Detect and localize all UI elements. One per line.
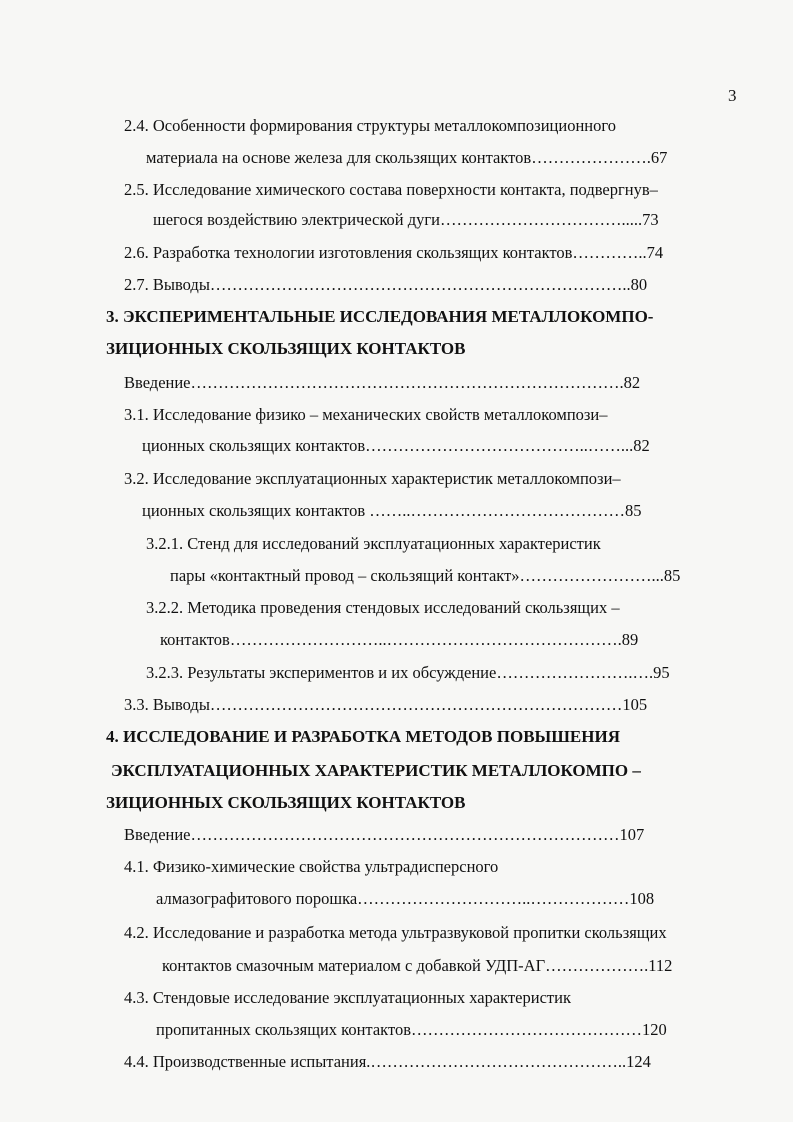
toc-line: ционных скользящих контактов…………………………………..……...82 — [142, 436, 650, 455]
toc-line: 3.1. Исследование физико – механических свойств металлокомпози– — [124, 405, 608, 424]
toc-line: 4.4. Производственные испытания.………………………………………..124 — [124, 1052, 651, 1071]
section-heading: ЭКСПЛУАТАЦИОННЫХ ХАРАКТЕРИСТИК МЕТАЛЛОКОМПО – — [111, 761, 641, 780]
toc-line: 3.2.2. Методика проведения стендовых исследований скользящих – — [146, 598, 620, 617]
toc-line: материала на основе железа для скользящих контактов………………….67 — [146, 148, 668, 167]
toc-line: контактов смазочным материалом с добавкой УДП-АГ……………….112 — [162, 956, 673, 975]
toc-line: 2.6. Разработка технологии изготовления скользящих контактов…………..74 — [124, 243, 664, 262]
toc-line: пропитанных скользящих контактов……………………………………120 — [156, 1020, 667, 1039]
toc-line: пары «контактный провод – скользящий контакт»……………………...85 — [170, 566, 681, 585]
toc-line: 2.4. Особенности формирования структуры металлокомпозиционного — [124, 116, 616, 135]
toc-line: 3.2.3. Результаты экспериментов и их обсуждение…………………….….95 — [146, 663, 670, 682]
toc-line: Введение…………………………………………………………………….82 — [124, 373, 641, 392]
toc-line: 3.3. Выводы…………………………………………………………………105 — [124, 695, 648, 714]
page-number: 3 — [728, 86, 737, 105]
toc-line: контактов………………………..…………………………………….89 — [160, 630, 639, 649]
section-heading: 3. ЭКСПЕРИМЕНТАЛЬНЫЕ ИССЛЕДОВАНИЯ МЕТАЛЛОКОМПО- — [106, 307, 654, 326]
toc-line: ционных скользящих контактов ……..…………………………………85 — [142, 501, 642, 520]
toc-line: 3.2.1. Стенд для исследований эксплуатационных характеристик — [146, 534, 601, 553]
toc-line: 4.2. Исследование и разработка метода ультразвуковой пропитки скользящих — [124, 923, 667, 942]
toc-line: 3.2. Исследование эксплуатационных характеристик металлокомпози– — [124, 469, 621, 488]
section-heading: 4. ИССЛЕДОВАНИЕ И РАЗРАБОТКА МЕТОДОВ ПОВЫШЕНИЯ — [106, 727, 620, 746]
section-heading: ЗИЦИОННЫХ СКОЛЬЗЯЩИХ КОНТАКТОВ — [106, 793, 466, 812]
section-heading: ЗИЦИОННЫХ СКОЛЬЗЯЩИХ КОНТАКТОВ — [106, 339, 466, 358]
toc-line: 2.7. Выводы…………………………………………………………………..80 — [124, 275, 648, 294]
toc-line: алмазографитового порошка…………………………..………………108 — [156, 889, 655, 908]
toc-line: Введение……………………………………………………………………107 — [124, 825, 645, 844]
toc-line: 4.3. Стендовые исследование эксплуатационных характеристик — [124, 988, 571, 1007]
toc-line: 4.1. Физико-химические свойства ультрадисперсного — [124, 857, 499, 876]
toc-line: 2.5. Исследование химического состава поверхности контакта, подвергнув– — [124, 180, 658, 199]
toc-line: шегося воздействию электрической дуги…………………………….....73 — [153, 210, 659, 229]
